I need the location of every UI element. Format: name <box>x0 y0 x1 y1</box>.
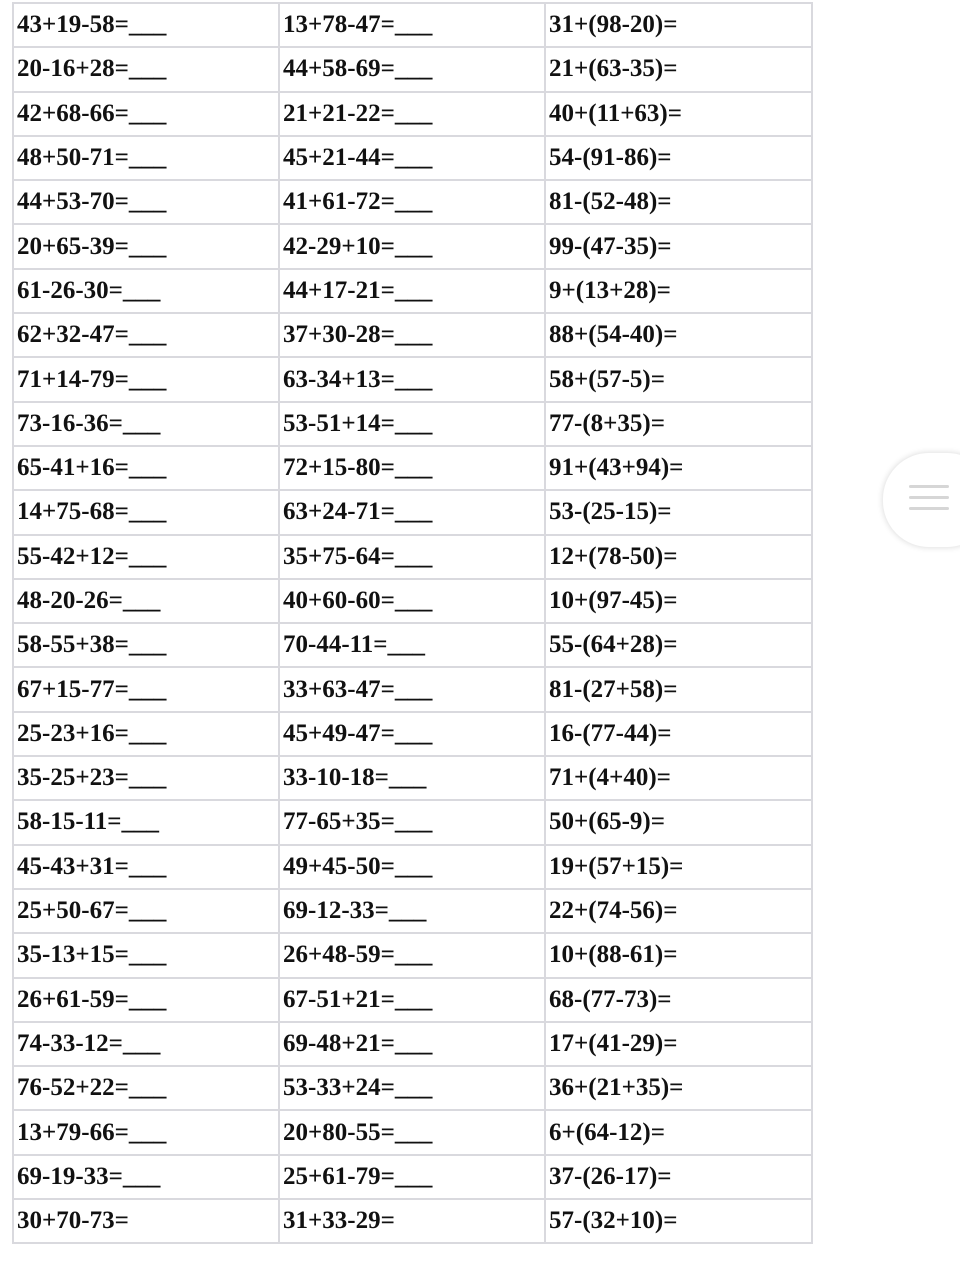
problem-cell: 12+(78-50)= <box>545 535 812 579</box>
problem-cell: 19+(57+15)= <box>545 845 812 889</box>
problem-cell: 10+(97-45)= <box>545 579 812 623</box>
problem-cell: 68-(77-73)= <box>545 978 812 1022</box>
problem-cell: 43+19-58=___ <box>13 3 279 47</box>
problem-cell: 45-43+31=___ <box>13 845 279 889</box>
problem-cell: 54-(91-86)= <box>545 136 812 180</box>
worksheet-row <box>13 712 812 756</box>
worksheet-row <box>13 535 812 579</box>
problem-cell: 17+(41-29)= <box>545 1022 812 1066</box>
problem-cell: 58-55+38=___ <box>13 623 279 667</box>
problem-cell: 77-65+35=___ <box>279 800 545 844</box>
problem-cell: 20-16+28=___ <box>13 47 279 91</box>
problem-cell: 58-15-11=___ <box>13 800 279 844</box>
worksheet-row <box>13 1066 812 1110</box>
problem-cell: 31+(98-20)= <box>545 3 812 47</box>
problem-cell: 25+50-67=___ <box>13 889 279 933</box>
problem-cell: 63-34+13=___ <box>279 357 545 401</box>
problem-cell: 20+80-55=___ <box>279 1110 545 1154</box>
problem-cell: 16-(77-44)= <box>545 712 812 756</box>
worksheet-row <box>13 92 812 136</box>
problem-cell: 65-41+16=___ <box>13 446 279 490</box>
problem-cell: 67+15-77=___ <box>13 667 279 711</box>
worksheet-row <box>13 889 812 933</box>
worksheet-row <box>13 1199 812 1243</box>
worksheet-row <box>13 446 812 490</box>
problem-cell: 20+65-39=___ <box>13 224 279 268</box>
problem-cell: 55-(64+28)= <box>545 623 812 667</box>
worksheet-row <box>13 1022 812 1066</box>
problem-cell: 44+53-70=___ <box>13 180 279 224</box>
problem-cell: 42+68-66=___ <box>13 92 279 136</box>
worksheet-row <box>13 269 812 313</box>
problem-cell: 72+15-80=___ <box>279 446 545 490</box>
problem-cell: 44+17-21=___ <box>279 269 545 313</box>
problem-cell: 57-(32+10)= <box>545 1199 812 1243</box>
problem-cell: 44+58-69=___ <box>279 47 545 91</box>
problem-cell: 33+63-47=___ <box>279 667 545 711</box>
worksheet-row <box>13 47 812 91</box>
problem-cell: 69-48+21=___ <box>279 1022 545 1066</box>
problem-cell: 49+45-50=___ <box>279 845 545 889</box>
problem-cell: 21+21-22=___ <box>279 92 545 136</box>
problem-cell: 48-20-26=___ <box>13 579 279 623</box>
problem-cell: 10+(88-61)= <box>545 933 812 977</box>
problem-cell: 40+(11+63)= <box>545 92 812 136</box>
problem-cell: 55-42+12=___ <box>13 535 279 579</box>
problem-cell: 67-51+21=___ <box>279 978 545 1022</box>
problem-cell: 63+24-71=___ <box>279 490 545 534</box>
problem-cell: 13+78-47=___ <box>279 3 545 47</box>
menu-icon[interactable] <box>909 485 949 515</box>
problem-cell: 53-(25-15)= <box>545 490 812 534</box>
worksheet-row <box>13 1110 812 1154</box>
problem-cell: 81-(52-48)= <box>545 180 812 224</box>
problem-cell: 45+21-44=___ <box>279 136 545 180</box>
worksheet-row <box>13 623 812 667</box>
problem-cell: 42-29+10=___ <box>279 224 545 268</box>
problem-cell: 76-52+22=___ <box>13 1066 279 1110</box>
worksheet-row <box>13 180 812 224</box>
worksheet-row <box>13 357 812 401</box>
worksheet-row <box>13 933 812 977</box>
problem-cell: 73-16-36=___ <box>13 402 279 446</box>
problem-cell: 35-13+15=___ <box>13 933 279 977</box>
problem-cell: 41+61-72=___ <box>279 180 545 224</box>
problem-cell: 33-10-18=___ <box>279 756 545 800</box>
problem-cell: 37-(26-17)= <box>545 1155 812 1199</box>
problem-cell: 21+(63-35)= <box>545 47 812 91</box>
worksheet-row <box>13 136 812 180</box>
problem-cell: 50+(65-9)= <box>545 800 812 844</box>
worksheet-row <box>13 800 812 844</box>
problem-cell: 13+79-66=___ <box>13 1110 279 1154</box>
problem-cell: 53-33+24=___ <box>279 1066 545 1110</box>
problem-cell: 26+61-59=___ <box>13 978 279 1022</box>
worksheet-row <box>13 579 812 623</box>
problem-cell: 88+(54-40)= <box>545 313 812 357</box>
worksheet-row <box>13 845 812 889</box>
problem-cell: 58+(57-5)= <box>545 357 812 401</box>
problem-cell: 31+33-29= <box>279 1199 545 1243</box>
problem-cell: 69-12-33=___ <box>279 889 545 933</box>
problem-cell: 26+48-59=___ <box>279 933 545 977</box>
problem-cell: 70-44-11=___ <box>279 623 545 667</box>
worksheet-row <box>13 667 812 711</box>
problem-cell: 14+75-68=___ <box>13 490 279 534</box>
problem-cell: 6+(64-12)= <box>545 1110 812 1154</box>
problem-cell: 37+30-28=___ <box>279 313 545 357</box>
worksheet-row <box>13 1155 812 1199</box>
problem-cell: 30+70-73= <box>13 1199 279 1243</box>
side-menu-handle[interactable] <box>882 452 960 548</box>
problem-cell: 22+(74-56)= <box>545 889 812 933</box>
worksheet-row <box>13 978 812 1022</box>
problem-cell: 91+(43+94)= <box>545 446 812 490</box>
problem-cell: 35-25+23=___ <box>13 756 279 800</box>
problem-cell: 40+60-60=___ <box>279 579 545 623</box>
problem-cell: 36+(21+35)= <box>545 1066 812 1110</box>
worksheet-row <box>13 490 812 534</box>
problem-cell: 61-26-30=___ <box>13 269 279 313</box>
problem-cell: 81-(27+58)= <box>545 667 812 711</box>
problem-cell: 71+(4+40)= <box>545 756 812 800</box>
problem-cell: 71+14-79=___ <box>13 357 279 401</box>
problem-cell: 25-23+16=___ <box>13 712 279 756</box>
problem-cell: 53-51+14=___ <box>279 402 545 446</box>
problem-cell: 99-(47-35)= <box>545 224 812 268</box>
worksheet-row <box>13 402 812 446</box>
worksheet-table <box>12 2 813 1244</box>
problem-cell: 62+32-47=___ <box>13 313 279 357</box>
problem-cell: 77-(8+35)= <box>545 402 812 446</box>
problem-cell: 69-19-33=___ <box>13 1155 279 1199</box>
worksheet-row <box>13 224 812 268</box>
problem-cell: 45+49-47=___ <box>279 712 545 756</box>
problem-cell: 35+75-64=___ <box>279 535 545 579</box>
worksheet-row <box>13 313 812 357</box>
problem-cell: 74-33-12=___ <box>13 1022 279 1066</box>
problem-cell: 9+(13+28)= <box>545 269 812 313</box>
worksheet-body <box>13 3 812 1243</box>
worksheet-row <box>13 756 812 800</box>
worksheet-row <box>13 3 812 47</box>
problem-cell: 48+50-71=___ <box>13 136 279 180</box>
problem-cell: 25+61-79=___ <box>279 1155 545 1199</box>
